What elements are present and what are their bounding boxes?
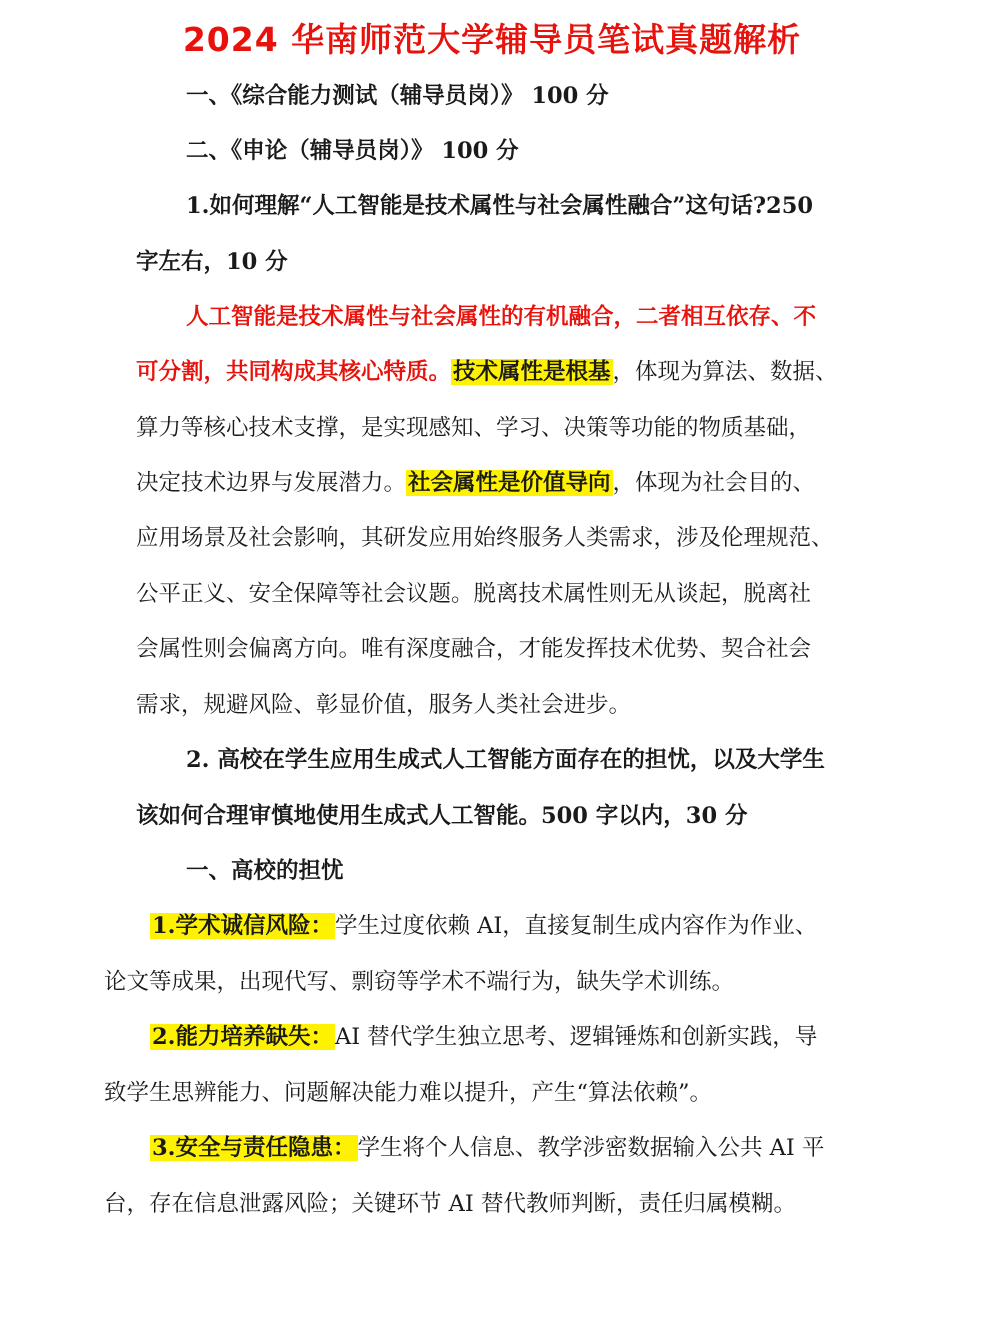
section-heading-2: 二、《申论（辅导员岗）》 100 分 bbox=[186, 138, 519, 164]
concern-item-1-line-2: 论文等成果，出现代写、剽窃等学术不端行为，缺失学术训练。 bbox=[104, 969, 735, 995]
answer-1-red-line-2: 可分割，共同构成其核心特质。 bbox=[136, 359, 452, 385]
concern-item-3-line-1 bbox=[150, 1132, 824, 1164]
concern-item-1-label: 1.学术诚信风险： bbox=[152, 913, 333, 939]
concern-item-3-label: 3.安全与责任隐患： bbox=[152, 1135, 356, 1161]
question-2-line-2: 该如何合理审慎地使用生成式人工智能。500 字以内，30 分 bbox=[136, 803, 748, 829]
answer-1-line-3: 算力等核心技术支撑，是实现感知、学习、决策等功能的物质基础， bbox=[136, 415, 812, 441]
answer-1-red-line-1: 人工智能是技术属性与社会属性的有机融合，二者相互依存、不 bbox=[186, 304, 817, 330]
concern-item-2-line-1 bbox=[150, 1021, 817, 1053]
concern-item-1-text-1: 学生过度依赖 AI，直接复制生成内容作为作业、 bbox=[335, 913, 818, 939]
answer-1-line-6: 公平正义、安全保障等社会议题。脱离技术属性则无从谈起，脱离社 bbox=[136, 581, 812, 607]
answer-1-line-7: 会属性则会偏离方向。唯有深度融合，才能发挥技术优势、契合社会 bbox=[136, 636, 812, 662]
answer-1-line-8: 需求，规避风险、彰显价值，服务人类社会进步。 bbox=[136, 692, 632, 718]
concern-item-2-line-2: 致学生思辨能力、问题解决能力难以提升，产生“算法依赖”。 bbox=[104, 1080, 713, 1106]
answer-1-text-4b: ，体现为社会目的、 bbox=[612, 470, 816, 496]
question-1-line-1: 1.如何理解“人工智能是技术属性与社会属性融合”这句话?250 bbox=[186, 193, 814, 219]
answer-1-line-5: 应用场景及社会影响，其研发应用始终服务人类需求，涉及伦理规范、 bbox=[136, 525, 834, 551]
answer-1-line-2 bbox=[136, 356, 838, 388]
answer-1-line-4 bbox=[136, 467, 815, 499]
answer-1-text-2: ，体现为算法、数据、 bbox=[612, 359, 838, 385]
concern-item-2-text-1: AI 替代学生独立思考、逻辑锤炼和创新实践，导 bbox=[335, 1024, 818, 1050]
concern-item-2-label: 2.能力培养缺失： bbox=[152, 1024, 333, 1050]
document-title: 2024 华南师范大学辅导员笔试真题解析 bbox=[182, 20, 802, 59]
concern-item-3-text-1: 学生将个人信息、教学涉密数据输入公共 AI 平 bbox=[357, 1135, 825, 1161]
highlight-tech-attribute: 技术属性是根基 bbox=[453, 359, 611, 385]
question-2-line-1: 2. 高校在学生应用生成式人工智能方面存在的担忧，以及大学生 bbox=[186, 747, 825, 773]
highlight-social-attribute: 社会属性是价值导向 bbox=[408, 470, 611, 496]
section-heading-1: 一、《综合能力测试（辅导员岗）》 100 分 bbox=[186, 83, 609, 109]
concerns-heading: 一、高校的担忧 bbox=[186, 858, 344, 884]
concern-item-1-line-1 bbox=[150, 910, 817, 942]
concern-item-3-line-2: 台，存在信息泄露风险；关键环节 AI 替代教师判断，责任归属模糊。 bbox=[104, 1191, 796, 1217]
question-1-line-2: 字左右，10 分 bbox=[136, 249, 288, 275]
answer-1-text-4a: 决定技术边界与发展潜力。 bbox=[136, 470, 407, 496]
